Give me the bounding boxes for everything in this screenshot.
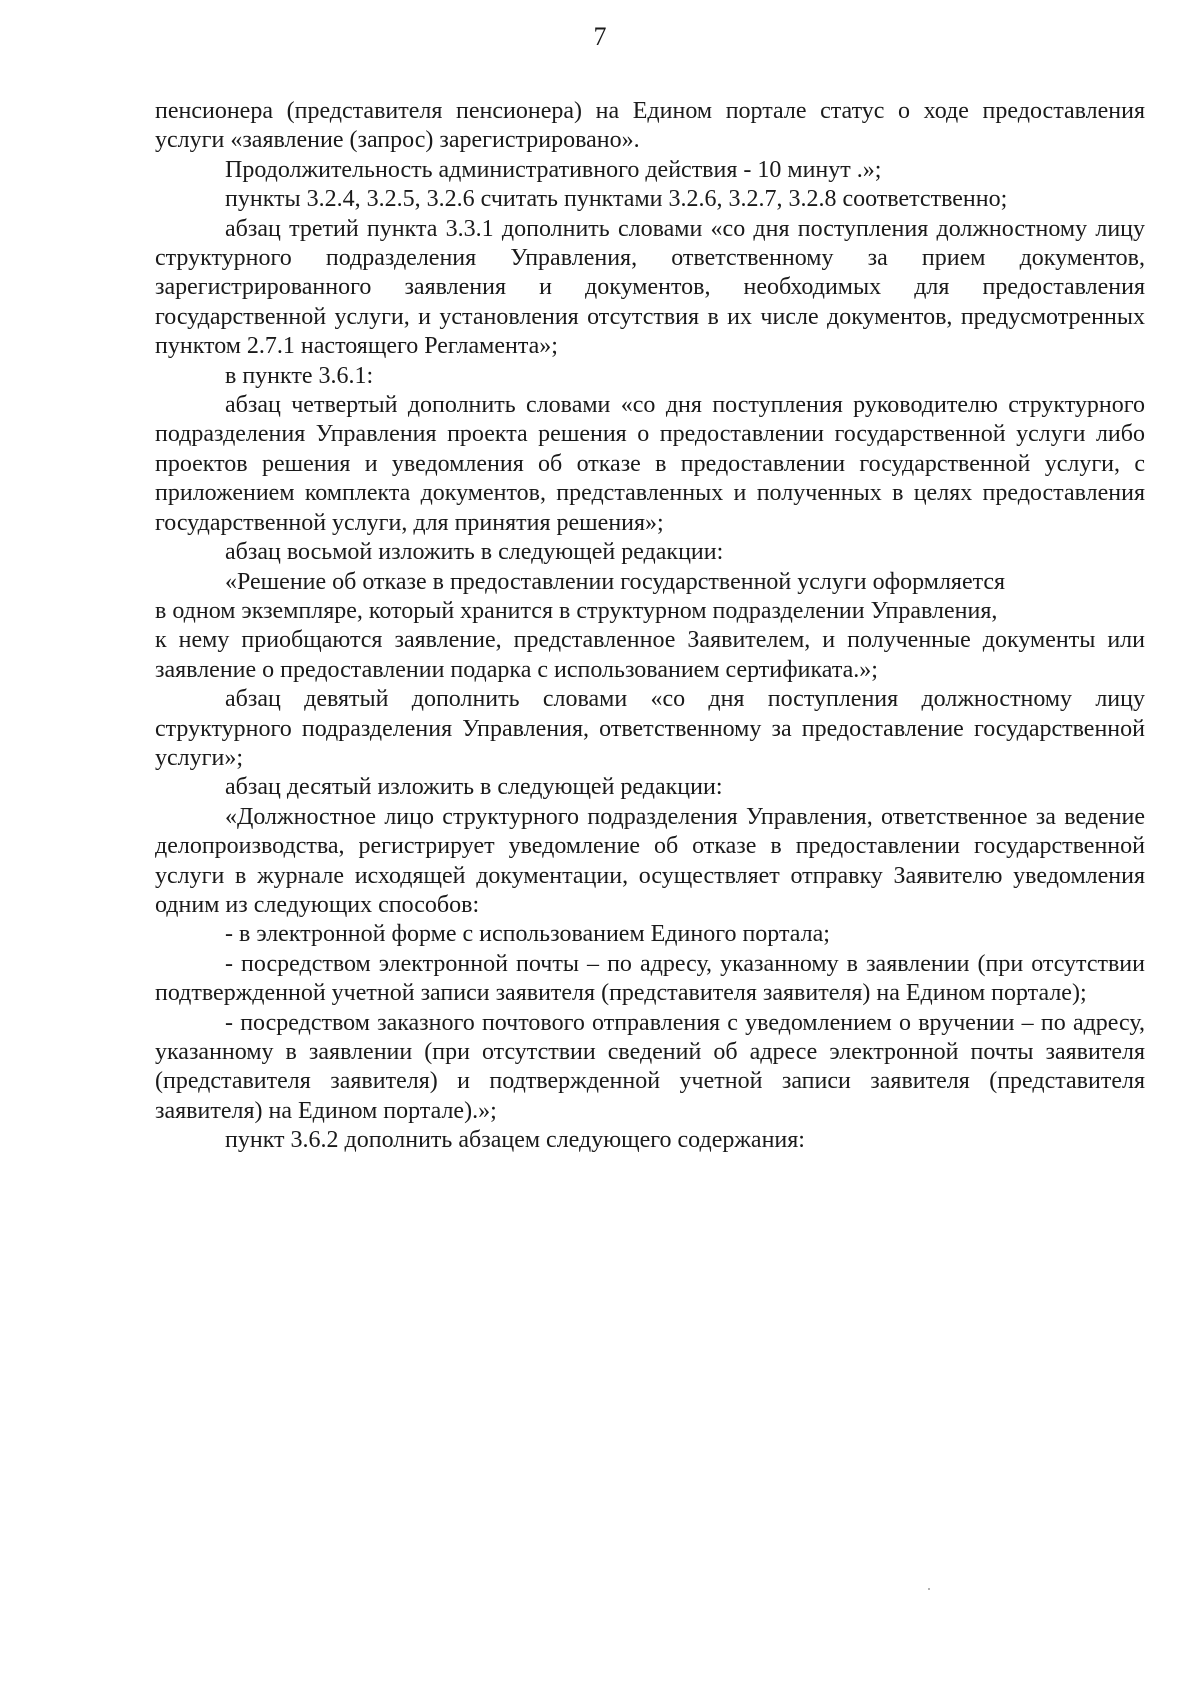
document-body: [155, 97, 1145, 1156]
paragraph-13: «Должностное лицо структурного подразделения Управления, ответственное за ведение делопроизводства, регистрирует уведомление об отказе в предоставлении государственной услуги в журнале исходящей документации, осуществляет отправку Заявителю уведомления одним из следующих способов:: [155, 803, 1145, 918]
paragraph-12: абзац десятый изложить в следующей редакции:: [225, 774, 723, 801]
scan-speck: [928, 1588, 930, 1590]
paragraph-16: - посредством заказного почтового отправления с уведомлением о вручении – по адресу, указанному в заявлении (при отсутствии сведений об адресе электронной почты заявителя (представителя заявителя) и подтвержденной учетной записи заявителя (представителя заявителя) на Едином портале).»;: [155, 1009, 1145, 1124]
paragraph-6: абзац четвертый дополнить словами «со дня поступления руководителю структурного подразделения Управления проекта решения о предоставлении государственной услуги либо проектов решения и уведомления об отказе в предоставлении государственной услуги, с приложением комплекта документов, представленных и полученных в целях предоставления государственной услуги, для принятия решения»;: [155, 392, 1145, 536]
paragraph-15: - посредством электронной почты – по адресу, указанному в заявлении (при отсутствии подтвержденной учетной записи заявителя (представителя заявителя) на Едином портале);: [155, 950, 1145, 1007]
paragraph-14: - в электронной форме с использованием Единого портала;: [225, 921, 830, 948]
paragraph-10: к нему приобщаются заявление, представленное Заявителем, и полученные документы или заявление о предоставлении подарка с использованием сертификата.»;: [155, 627, 1145, 683]
paragraph-4: абзац третий пункта 3.3.1 дополнить словами «со дня поступления должностному лицу структурного подразделения Управления, ответственному за прием документов, зарегистрированного заявления и документов, необходимых для предоставления государственной услуги, и установления отсутствия в их числе документов, предусмотренных пунктом 2.7.1 настоящего Регламента»;: [155, 215, 1145, 360]
paragraph-9: в одном экземпляре, который хранится в структурном подразделении Управления,: [155, 597, 998, 624]
paragraph-7: абзац восьмой изложить в следующей редакции:: [225, 539, 724, 566]
paragraph-1: пенсионера (представителя пенсионера) на Едином портале статус о ходе предоставления услуги «заявление (запрос) зарегистрировано».: [155, 98, 1145, 154]
paragraph-3: пункты 3.2.4, 3.2.5, 3.2.6 считать пунктами 3.2.6, 3.2.7, 3.2.8 соответственно;: [225, 186, 1008, 213]
paragraph-11: абзац девятый дополнить словами «со дня поступления должностному лицу структурного подразделения Управления, ответственному за предоставление государственной услуги»;: [155, 686, 1145, 771]
page-number: 7: [593, 22, 607, 51]
paragraph-17: пункт 3.6.2 дополнить абзацем следующего содержания:: [225, 1127, 805, 1154]
paragraph-8: «Решение об отказе в предоставлении государственной услуги оформляется: [225, 568, 1006, 595]
paragraph-5: в пункте 3.6.1:: [225, 362, 374, 389]
paragraph-2: Продолжительность административного действия - 10 минут .»;: [225, 156, 882, 183]
